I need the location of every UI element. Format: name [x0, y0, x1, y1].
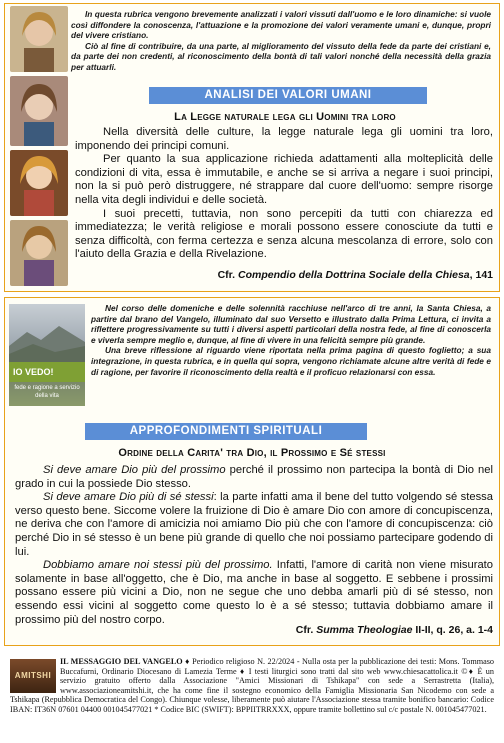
- emphasis-text: Si deve amare Dio più di sé stessi: [43, 491, 214, 504]
- image-title-band: [9, 362, 85, 382]
- paragraph-text: perché il prossimo non partecipa la bontà di Dio nel grado in cui la possiede Dio stesso.: [15, 464, 493, 490]
- citation-prefix: Cfr.: [217, 269, 236, 281]
- portrait-image-4: [10, 220, 68, 286]
- image-caption: fede e ragione a servizio della vita: [14, 385, 80, 399]
- body-paragraph: Per quanto la sua applicazione richieda adattamenti alla molteplicità delle condizioni di vita, essa è immutabile, e anche se si arriva a negare i suoi principi, non la si può però distruggere, né strappare dal cuore dell'uomo: sempre risorge nella vita degli individui e delle società.: [75, 153, 493, 206]
- io-vedo-image: [9, 304, 85, 406]
- section2-body: [15, 464, 493, 627]
- paragraph-text: : la parte infatti ama il bene del tutto volgendo sé stessa verso questo bene. Siccome volere la fruizione di Dio è amare Dio con amore di concupiscenza, ne deriva che con l'amore di amicizia noi amiamo Dio più che con l'amore di concupiscenza: ciò perché Dio in sé stesso è un bene più grande di quello che noi possiamo partecipare godendo di lui.: [15, 491, 493, 558]
- citation-prefix: Cfr.: [295, 624, 314, 636]
- intro-paragraph: Una breve riflessione al riguardo viene riportata nella prima pagina di questo foglietto; a sua integrazione, in questa rubrica, e in quella qui sopra, vengono richiamate alcune altre verità di fede e di ragione, per favorire il riconoscimento della realtà e il proficuo relazionarsi con essa.: [91, 345, 491, 377]
- section1-body: [75, 126, 493, 262]
- citation-ref: , 141: [469, 269, 493, 281]
- intro-paragraph: Nel corso delle domeniche e delle solennità racchiuse nell'arco di tre anni, la Santa Chiesa, a partire dal brano del Vangelo, illuminato dal suo Versetto e illustrato dalla Prima Lettura, ci invita a riflettere progressivamente su tutti i diversi aspetti particolari della nostra fede, al fine di conoscerla e viverla sempre meglio e, dunque, al fine di vivere in una felicità sempre più grande.: [91, 303, 491, 345]
- section1-subtitle: La Legge naturale lega gli Uomini tra loro: [174, 111, 396, 123]
- section1-banner: ANALISI DEI VALORI UMANI: [149, 87, 427, 104]
- emphasis-text: Dobbiamo amare noi stessi più del prossimo.: [43, 559, 273, 572]
- section2-subtitle: Ordine della Carita' tra Dio, il Prossimo e Sé stessi: [118, 447, 386, 459]
- values-section: [4, 3, 500, 292]
- landscape-icon: [9, 304, 85, 364]
- citation-title: Summa Theologiae: [316, 624, 413, 636]
- intro-paragraph: In questa rubrica vengono brevemente analizzati i valori vissuti dall'uomo e le loro dinamiche: si vuole così diffondere la conoscenza, l'attuazione e la promozione dei valori veramente umani e, dunque, propri del vivere cristiano.: [71, 9, 491, 41]
- spiritual-section: [4, 297, 500, 646]
- body-paragraph: [15, 491, 493, 559]
- emphasis-text: Si deve amare Dio più del prossimo: [43, 464, 226, 476]
- portrait-image-3: [10, 150, 68, 216]
- amitshi-logo: AMITSHI: [10, 659, 56, 693]
- portrait-image-1: [10, 6, 68, 72]
- section2-citation: [15, 624, 493, 636]
- portrait-image-2: [10, 76, 68, 146]
- section2-intro: [91, 303, 491, 377]
- body-paragraph: [15, 559, 493, 627]
- publication-footer: [10, 657, 494, 715]
- publication-title: IL MESSAGGIO DEL VANGELO: [60, 657, 183, 666]
- paragraph-text: Infatti, l'amore di carità non viene misurato solamente in base all'oggetto, che è Dio, ma anche in base al soggetto. E sebbene i prossimi possano essere più vicini a Dio, non ne segue che uno debba amarli più di sé stesso, non essendo essi vicini al soggetto come questo lo è a sé stesso; tuttavia dobbiamo amare il prossimo più del nostro corpo.: [15, 559, 494, 626]
- section1-citation: [75, 269, 493, 281]
- section2-banner: APPROFONDIMENTI SPIRITUALI: [85, 423, 367, 440]
- section1-intro: [71, 9, 491, 73]
- intro-paragraph: Ciò al fine di contribuire, da una parte, al miglioramento del vissuto della fede da parte dei cristiani e, da parte dei non credenti, al riconoscimento della bontà di tali valori nonché della necessità della grazia per attuarli.: [71, 40, 491, 72]
- citation-ref: II-II, q. 26, a. 1-4: [412, 624, 493, 636]
- body-paragraph: [15, 464, 493, 491]
- body-paragraph: I suoi precetti, tuttavia, non sono percepiti da tutti con chiarezza ed immediatezza; le verità religiose e morali possono essere conosciute da tutti e senza difficoltà, con ferma certezza e senza alcuna mescolanza di errore, solo con l'aiuto della Grazia e della Rivelazione.: [75, 207, 493, 261]
- citation-title: Compendio della Dottrina Sociale della Chiesa: [238, 269, 470, 281]
- footer-text: ♦ Periodico religioso N. 22/2024 - Nulla osta per la pubblicazione dei testi: Mons. Tommaso Buccafurni, Ordinario Diocesano di Lamezia Terme ♦ I testi liturgici sono tratti dal sito web www.chiesacattolica.it ©♦ È un servizio gratuito offerto dalla Associazione "Amici Missionari di Tshikapa" con sede a Serrastretta (Italia), www.associazioneamitshi.it, che ha come fine il sostegno economico della Famiglia Missionaria San Nicodemo con sede a Tshikapa (Repubblica Democratica del Congo). Chiunque volesse, liberamente può aiutare l'Associazione stessa tramite bonifico bancario: Codice IBAN: IT36N 07601 04400 001045477021 * Codice BIC (SWIFT): BPPIITRRXXX, oppure tramite bollettino sul c/c postale N. 001045477021.: [10, 657, 494, 714]
- body-paragraph: Nella diversità delle culture, la legge naturale lega gli uomini tra loro, imponendo dei principi comuni.: [75, 126, 493, 152]
- image-title: IO VEDO!: [13, 367, 54, 377]
